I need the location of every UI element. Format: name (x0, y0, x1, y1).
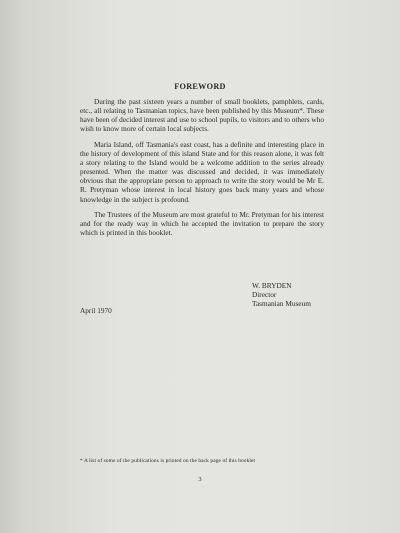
date-line: April 1970 (80, 306, 112, 315)
signature-role: Director (252, 290, 277, 300)
foreword-body (80, 97, 324, 243)
footnote: * A list of some of the publications is printed on the back page of this booklet (80, 458, 256, 464)
signature-block (252, 281, 311, 309)
page-title: FOREWORD (174, 82, 226, 91)
signature-name: W. BRYDEN (252, 281, 292, 290)
signature-org: Tasmanian Museum (252, 299, 311, 309)
paragraph-2: Maria Island, off Tasmania's east coast, has a definite and interesting place in the history of development of this island State and for this reason alone, it was felt a story relating to the Island would be a welcome addition to the series already presented. When the matter was discussed and decided, it was immediately obvious that the appropriate person to approach to write the story would be Mr E. R. Pretyman whose interest in local history goes back many years and whose knowledge in the subject is profound. (80, 139, 324, 204)
paragraph-1: During the past sixteen years a number of small booklets, pamphlets, cards, etc., all relating to Tasmanian topics, have been published by this Museum*. These have been of decided interest and use to school pupils, to visitors and to others who wish to know more of certain local subjects. (80, 97, 324, 134)
page-number: 3 (198, 476, 202, 483)
paragraph-3: The Trustees of the Museum are most grateful to Mr. Pretyman for his interest and for the ready way in which he accepted the invitation to prepare the story which is printed in this booklet. (80, 209, 324, 238)
